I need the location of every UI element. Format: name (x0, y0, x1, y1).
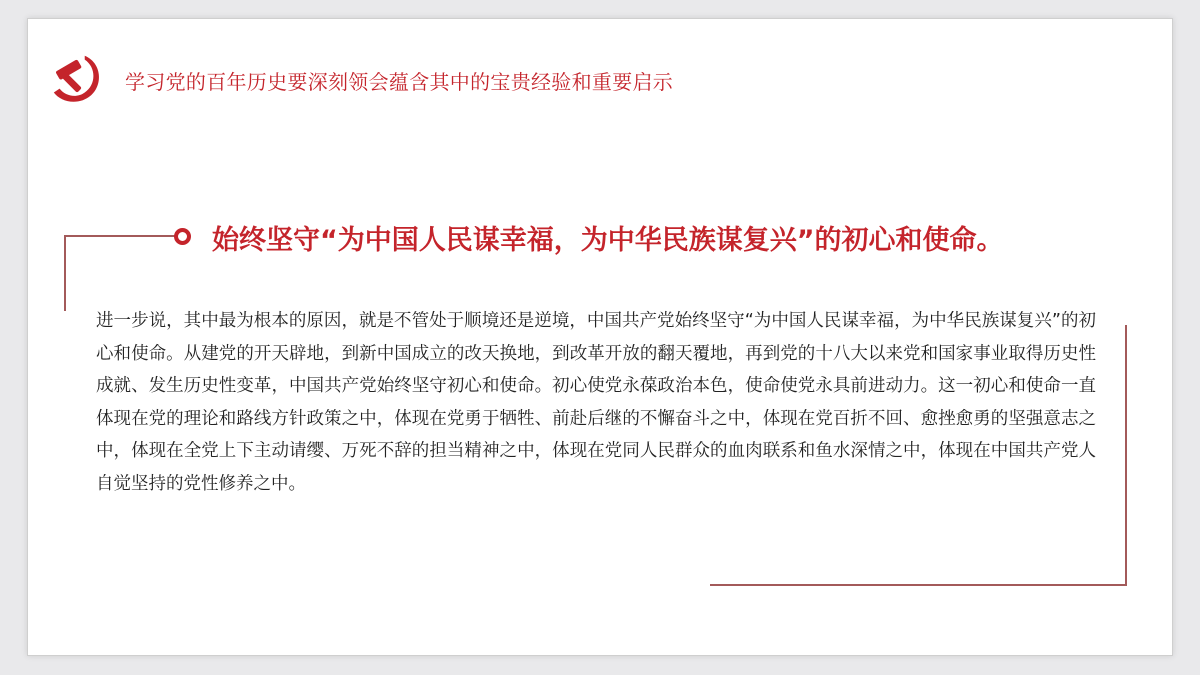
section-heading: 始终坚守“为中国人民谋幸福，为中华民族谋复兴”的初心和使命。 (212, 225, 1004, 256)
bullet-ring-icon (174, 228, 191, 245)
frame-line-bottom-right-horizontal (710, 584, 1127, 586)
section-body-text: 进一步说，其中最为根本的原因，就是不管处于顺境还是逆境，中国共产党始终坚守“为中国人民谋幸福，为中华民族谋复兴”的初心和使命。从建党的开天辟地，到新中国成立的改天换地，到改革开放的翻天覆地，再到党的十八大以来党和国家事业取得历史性成就、发生历史性变革，中国共产党始终坚守初心和使命。初心使党永葆政治本色，使命使党永具前进动力。这一初心和使命一直体现在党的理论和路线方针政策之中，体现在党勇于牺牲、前赴后继的不懈奋斗之中，体现在党百折不回、愈挫愈勇的坚强意志之中，体现在全党上下主动请缨、万死不辞的担当精神之中，体现在党同人民群众的血肉联系和鱼水深情之中，体现在中国共产党人自觉坚持的党性修养之中。 (96, 311, 1096, 494)
frame-line-top-left-vertical (64, 235, 66, 311)
frame-line-bottom-right-vertical (1125, 325, 1127, 586)
hammer-sickle-icon (48, 50, 106, 108)
frame-line-top-left-horizontal (64, 235, 176, 237)
slide-title: 学习党的百年历史要深刻领会蕴含其中的宝贵经验和重要启示 (125, 70, 674, 94)
